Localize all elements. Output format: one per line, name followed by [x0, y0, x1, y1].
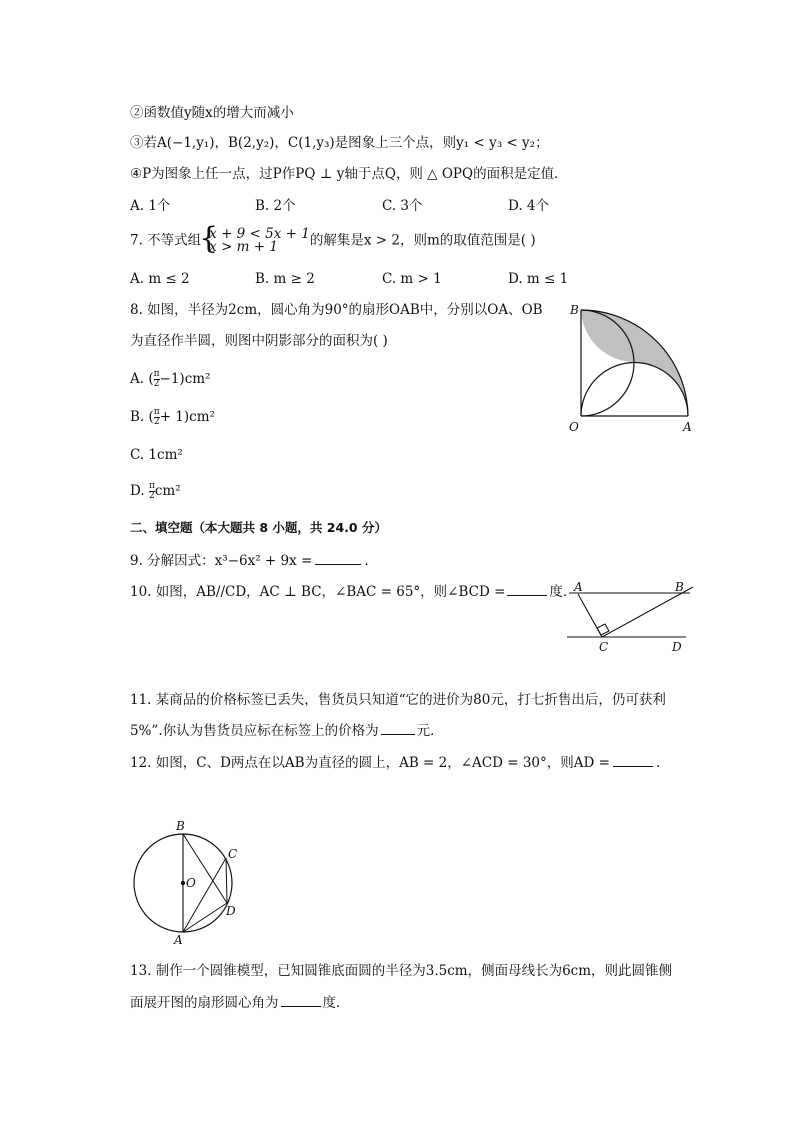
q11-line-1: 11. 某商品的价格标签已丢失，售货员只知道“它的进价为80元，打七折售出后，仍可获利: [130, 692, 666, 708]
point-c-label: C: [599, 640, 609, 654]
q7-option-c: C. m > 1: [382, 271, 442, 287]
point-a-label: A: [174, 933, 183, 947]
point-d-label: D: [226, 904, 236, 918]
q6-option-a: A. 1个: [130, 198, 171, 214]
q12-answer-blank[interactable]: [613, 752, 653, 767]
center-point: [181, 881, 185, 885]
q7-question: [130, 228, 536, 254]
q13-line-1: 13. 制作一个圆锥模型，已知圆锥底面圆的半径为3.5cm，侧面母线长为6cm，则此圆锥侧: [130, 963, 673, 979]
q6-option-b: B. 2个: [255, 198, 296, 214]
q8-sector-figure: [560, 296, 710, 441]
q10-answer-blank[interactable]: [507, 581, 547, 596]
point-b-label: B: [176, 819, 185, 833]
q11-answer-blank[interactable]: [381, 720, 415, 735]
q7-option-a: A. m ≤ 2: [130, 271, 190, 287]
q7-prefix: 7. 不等式组: [130, 232, 202, 249]
point-o-label: O: [186, 876, 196, 890]
q13-answer-blank[interactable]: [281, 992, 321, 1007]
point-d-label: D: [672, 640, 682, 654]
q6-option-d: D. 4个: [508, 198, 550, 214]
q11-line-2: 5%”.你认为售货员应标在标签上的价格为 元．: [130, 720, 444, 741]
statement-3: ③若A(−1,y₁)，B(2,y₂)，C(1,y₃)是图象上三个点，则y₁ < y₃ < y₂；: [130, 135, 549, 151]
q8-option-b: B. ( $\frac{\pi}{2}$ + 1)cm²: [130, 407, 215, 427]
point-a-label: A: [683, 420, 692, 434]
q7-suffix: 的解集是x > 2，则m的取值范围是( ): [309, 232, 536, 249]
q8-option-a: A. ( $\frac{\pi}{2}$ −1)cm²: [130, 369, 211, 389]
point-b-label: B: [570, 303, 579, 317]
q10-parallel-lines-figure: [560, 578, 700, 658]
inequality-2: x > m + 1: [209, 239, 278, 255]
right-angle-mark: [597, 624, 609, 635]
inequality-1: { x + 9 < 5x + 1: [209, 226, 310, 242]
q12-circle-figure: [125, 815, 245, 945]
point-a-label: A: [574, 580, 583, 594]
q12-question: 12. 如图，C、D两点在以AB为直径的圆上，AB = 2，∠ACD = 30°，则AD = .: [130, 752, 660, 773]
point-c-label: C: [228, 847, 238, 861]
q7-option-b: B. m ≥ 2: [255, 271, 315, 287]
statement-2: ②函数值y随x的增大而减小: [130, 105, 294, 121]
q7-option-d: D. m ≤ 1: [508, 271, 569, 287]
q8-option-d: D. $\frac{\pi}{2}$ cm²: [130, 481, 181, 501]
q8-line-1: 8. 如图，半径为2cm，圆心角为90°的扇形OAB中，分别以OA、OB: [130, 302, 543, 318]
q9-answer-blank[interactable]: [315, 550, 361, 565]
point-b-label: B: [675, 580, 684, 594]
q13-line-2: 面展开图的扇形圆心角为 度．: [130, 992, 350, 1013]
section-heading: 二、填空题（本大题共 8 小题，共 24.0 分）: [130, 520, 387, 535]
q6-option-c: C. 3个: [382, 198, 423, 214]
inequality-system: [201, 228, 310, 254]
q8-option-c: C. 1cm²: [130, 447, 183, 463]
statement-4: ④P为图象上任一点，过P作PQ ⊥ y轴于点Q，则 △ OPQ的面积是定值．: [130, 166, 568, 182]
q10-question: 10. 如图，AB//CD，AC ⊥ BC，∠BAC = 65°，则∠BCD = 度．: [130, 581, 576, 602]
point-o-label: O: [569, 420, 579, 434]
q8-line-2: 为直径作半圆，则图中阴影部分的面积为( ): [130, 333, 388, 349]
q9-question: 9. 分解因式：x³−6x² + 9x = .: [130, 550, 369, 571]
